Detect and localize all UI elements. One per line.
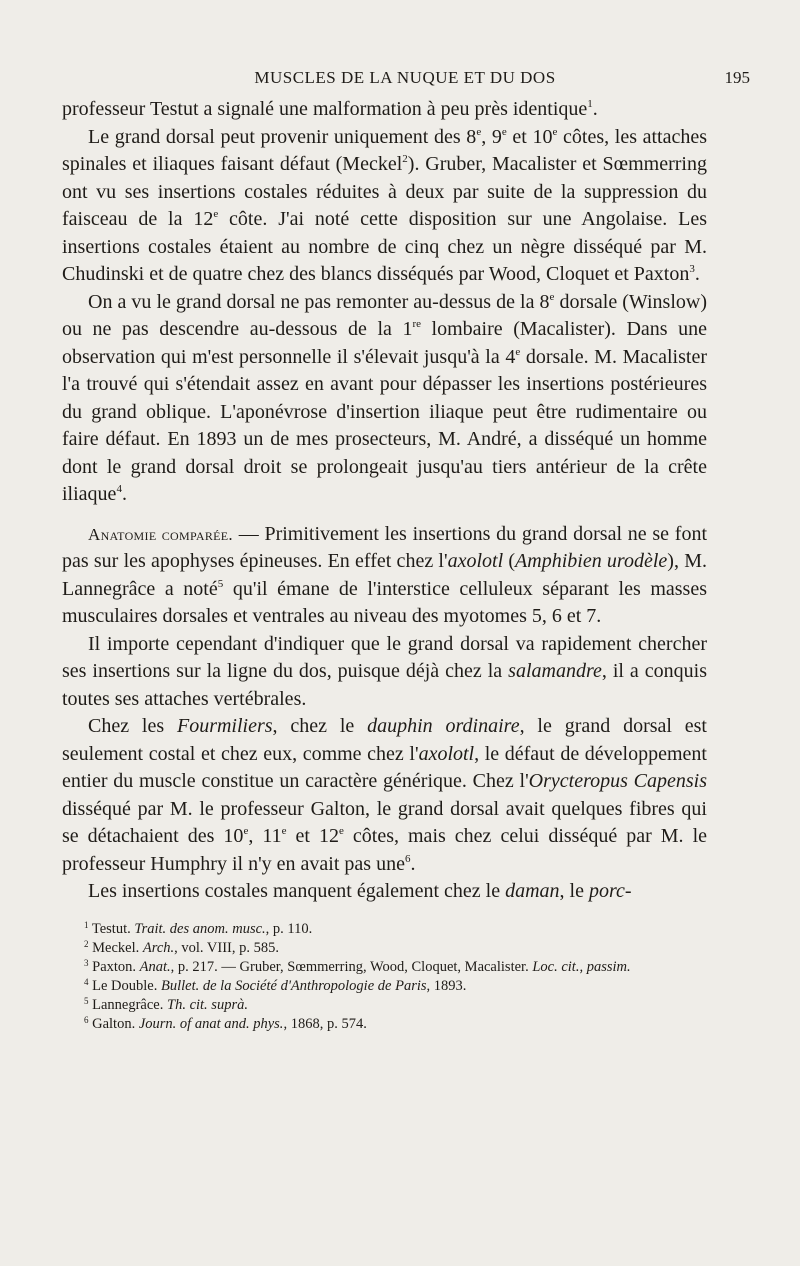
footnote-ref: 2 — [84, 938, 89, 949]
footnote-ref: 6 — [404, 852, 411, 865]
text-run: Il importe cependant d'indiquer que le grand dorsal va rapidement chercher ses insertions sur la ligne du dos, puisque déjà chez la — [62, 632, 707, 682]
text-run: . — [121, 483, 127, 505]
text-run: et 12 — [286, 825, 339, 847]
footnote-ref: 5 — [84, 995, 89, 1006]
footnote — [62, 939, 707, 958]
paragraph — [62, 878, 707, 906]
text-run: , 1868, p. 574. — [283, 1015, 367, 1032]
italic-text: axolotl — [418, 742, 475, 765]
italic-text: Loc. cit., passim. — [532, 958, 631, 975]
footnote-ref: e — [281, 825, 287, 837]
text-run: . — [694, 263, 700, 285]
italic-text: Orycteropus Capensis — [528, 770, 708, 792]
text-run: , il a conquis toutes ses attaches vertébrales. — [62, 660, 707, 710]
footnote — [62, 977, 707, 996]
footnote-ref: 2 — [402, 153, 408, 165]
footnote-ref: 6 — [84, 1014, 89, 1025]
text-run: disséqué par M. le professeur Galton, le grand dorsal avait quelques fibres qui se détachaient des 10 — [62, 797, 707, 847]
text-run: qu'il émane de l'interstice celluleux séparant les masses musculaires dorsales et ventrales au niveau des myotomes 5, 6 et 7. — [62, 577, 707, 627]
footnote-ref: 4 — [116, 483, 122, 495]
text-run: On a vu le grand dorsal ne pas remonter au-dessus de la 8 — [88, 290, 550, 313]
paragraph-continuation — [62, 96, 707, 124]
italic-text: Anat. — [139, 958, 171, 975]
text-run: Galton. — [88, 1015, 139, 1032]
paragraph — [62, 289, 707, 509]
text-run: Testut. — [88, 920, 135, 937]
text-run: Le Double. — [88, 977, 161, 994]
page-body — [62, 96, 707, 1034]
footnote-ref: e — [549, 290, 555, 303]
italic-text: Journ. of anat and. phys. — [138, 1015, 284, 1032]
italic-text: Th. cit. suprà. — [167, 996, 248, 1013]
text-run: Meckel. — [88, 939, 143, 956]
footnote-ref: e — [243, 825, 249, 837]
italic-text: dauphin ordinaire — [367, 715, 520, 737]
italic-text: Trait. des anom. musc. — [134, 920, 266, 937]
text-run: . — [410, 852, 416, 875]
text-run: ). Gruber, Macalister et Sœmmerring ont vu ses insertions costales réduites à deux par suite de la suppression du faisceau de la 12 — [62, 153, 707, 230]
footnote-ref: e — [213, 208, 219, 220]
footnote-ref: e — [552, 125, 558, 138]
text-run: , p. 217. — Gruber, Sœmmerring, Wood, Cloquet, Macalister. — [170, 958, 533, 975]
footnotes — [62, 920, 707, 1034]
text-run: , p. 110. — [265, 920, 313, 937]
footnote-ref: 1 — [587, 98, 593, 110]
text-run: , vol. VIII, p. 585. — [174, 939, 279, 956]
section-lead: Anatomie comparée. — [88, 524, 233, 544]
text-run: dorsale. M. Macalister l'a trouvé qui s'étendait assez en avant pour dépasser les insertions postérieures du grand oblique. L'aponévrose d'insertion iliaque peut être rudimentaire ou faire défaut. En 1893 un de mes prosecteurs, M. André, a disséqué un homme dont le grand dorsal droit se prolongeait jusqu'au tiers antérieur de la crête iliaque — [62, 345, 707, 505]
footnote-ref: 1 — [84, 919, 89, 930]
page-number: 195 — [724, 68, 750, 87]
italic-text: axolotl — [447, 550, 504, 572]
footnote-ref: 3 — [84, 957, 89, 968]
text-run: — Primitivement les insertions du grand dorsal ne se font pas sur les apophyses épineuses. En effet chez l' — [62, 522, 708, 572]
text-run: Chez les — [88, 715, 177, 737]
text-run: . — [592, 98, 598, 120]
paragraph — [62, 713, 707, 878]
italic-text: Fourmiliers — [176, 715, 273, 737]
text-run: Lannegrâce. — [88, 996, 167, 1013]
paragraph — [62, 631, 707, 714]
text-run: ), M. Lannegrâce a noté — [62, 550, 707, 600]
footnote-ref: re — [412, 318, 421, 330]
text-run: dorsale (Winslow) ou ne pas descendre au-dessous de la 1 — [62, 290, 708, 340]
italic-text: Arch. — [142, 939, 175, 956]
footnote — [62, 958, 707, 977]
footnote-ref: 5 — [217, 577, 224, 590]
text-run: côte. J'ai noté cette disposition sur une Angolaise. Les insertions costales étaient au nombre de cinq chez un nègre disséqué par M. Chudinski et de quatre chez des blancs disséqués par Wood, Cloquet et Paxton — [62, 208, 707, 285]
footnote-ref: e — [476, 125, 482, 138]
italic-text: daman — [505, 880, 560, 902]
text-run: et 10 — [506, 125, 553, 148]
italic-text: salamandre — [508, 660, 602, 682]
text-run: Le grand dorsal peut provenir uniquement des 8 — [88, 125, 477, 148]
italic-text: Bullet. de la Société d'Anthropologie de Paris — [160, 977, 427, 994]
footnote-ref: e — [515, 345, 521, 358]
footnote-ref: e — [501, 125, 507, 138]
text-run: , le grand dorsal est seulement costal et chez eux, comme chez l' — [62, 715, 707, 765]
text-run: lombaire (Macalister). Dans une observation qui m'est personnelle il s'élevait jusqu'à la 4 — [62, 318, 708, 368]
text-run: , 9 — [481, 125, 502, 148]
footnote — [62, 920, 707, 939]
text-run: , le défaut de développement entier du muscle constitue un caractère générique. Chez l' — [62, 742, 707, 792]
text-run: , chez le — [272, 715, 368, 737]
footnote-ref: 4 — [84, 976, 89, 987]
text-run: côtes, les attaches spinales et iliaques faisant défaut (Meckel — [62, 125, 708, 175]
paragraph — [62, 124, 707, 289]
footnote-ref: e — [338, 825, 344, 837]
text-run: , le — [559, 880, 589, 902]
footnote-ref: 3 — [689, 263, 695, 275]
footnote — [62, 996, 707, 1015]
italic-text: porc- — [588, 880, 632, 902]
paragraph-comparative-anatomy — [62, 521, 707, 631]
text-run: Les insertions costales manquent également chez le — [88, 880, 506, 902]
italic-text: Amphibien urodèle — [515, 550, 668, 572]
text-run: , 11 — [248, 825, 282, 847]
text-run: , 1893. — [426, 977, 467, 994]
running-header — [60, 68, 750, 90]
text-run: ( — [503, 550, 516, 572]
running-title: MUSCLES DE LA NUQUE ET DU DOS — [254, 68, 556, 87]
text-run: Paxton. — [88, 958, 140, 975]
text-run: côtes, mais chez celui disséqué par M. le professeur Humphry il n'y en avait pas une — [62, 825, 708, 875]
text-run: professeur Testut a signalé une malformation à peu près identique — [62, 98, 588, 120]
footnote — [62, 1015, 707, 1034]
